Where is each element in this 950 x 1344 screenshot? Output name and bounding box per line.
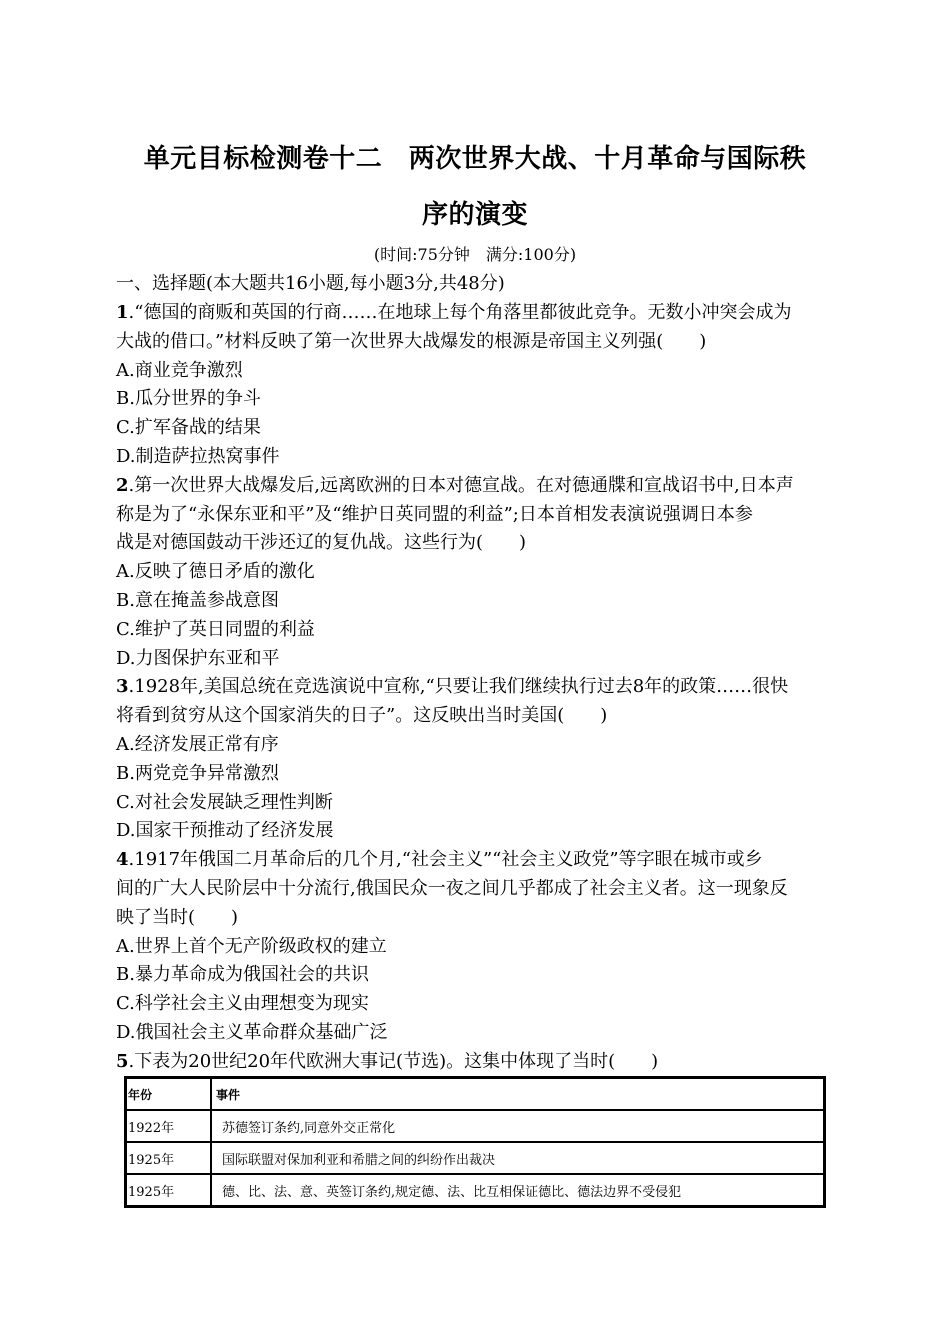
question-1-option-d[interactable]: D.制造萨拉热窝事件 — [116, 446, 280, 467]
section-heading: 一、选择题(本大题共16小题,每小题3分,共48分) — [116, 273, 505, 294]
question-1-option-a[interactable]: A.商业竞争激烈 — [116, 360, 243, 381]
question-3-option-d[interactable]: D.国家干预推动了经济发展 — [116, 820, 334, 841]
table-cell-year: 1925年 — [126, 1174, 212, 1207]
table-row — [126, 1142, 825, 1174]
question-4-stem-line-1: 4.1917年俄国二月革命后的几个月,“社会主义”“社会主义政党”等字眼在城市或乡 — [116, 849, 763, 870]
question-3-option-c[interactable]: C.对社会发展缺乏理性判断 — [116, 792, 333, 813]
question-4-option-c[interactable]: C.科学社会主义由理想变为现实 — [116, 993, 369, 1014]
page-title-line-2: 序的演变 — [421, 200, 528, 230]
question-1-option-c[interactable]: C.扩军备战的结果 — [116, 417, 261, 438]
question-1-stem-line-2: 大战的借口。”材料反映了第一次世界大战爆发的根源是帝国主义列强( ) — [116, 331, 707, 352]
question-2-option-c[interactable]: C.维护了英日同盟的利益 — [116, 619, 315, 640]
question-2-option-a[interactable]: A.反映了德日矛盾的激化 — [116, 561, 315, 582]
question-2-stem-line-3: 战是对德国鼓动干涉还辽的复仇战。这些行为( ) — [116, 532, 527, 553]
table-row — [126, 1174, 825, 1207]
table-cell-event: 德、比、法、意、英签订条约,规定德、法、比互相保证德比、德法边界不受侵犯 — [211, 1174, 825, 1207]
table-cell-event: 苏德签订条约,同意外交正常化 — [211, 1110, 825, 1142]
question-3-option-b[interactable]: B.两党竞争异常激烈 — [116, 763, 279, 784]
question-4-stem-line-3: 映了当时( ) — [116, 907, 239, 928]
question-2-stem-line-1: 2.第一次世界大战爆发后,远离欧洲的日本对德宣战。在对德通牒和宣战诏书中,日本声 — [116, 475, 794, 496]
header-event: 事件 — [211, 1078, 825, 1111]
question-4-stem-line-2: 间的广大人民阶层中十分流行,俄国民众一夜之间几乎都成了社会主义者。这一现象反 — [116, 878, 788, 899]
question-5-stem-line-1: 5.下表为20世纪20年代欧洲大事记(节选)。这集中体现了当时( ) — [116, 1051, 659, 1072]
question-number: 5 — [116, 1051, 129, 1072]
question-number: 4 — [116, 849, 129, 870]
question-1-option-b[interactable]: B.瓜分世界的争斗 — [116, 388, 261, 409]
question-4-option-b[interactable]: B.暴力革命成为俄国社会的共识 — [116, 964, 369, 985]
table-row — [126, 1110, 825, 1142]
question-number: 1 — [116, 302, 129, 323]
question-3-stem-line-1: 3.1928年,美国总统在竞选演说中宣称,“只要让我们继续执行过去8年的政策……很快 — [116, 676, 789, 697]
table-cell-year: 1925年 — [126, 1142, 212, 1174]
question-number: 3 — [116, 676, 129, 697]
question-number: 2 — [116, 475, 129, 496]
page-title-line-1: 单元目标检测卷十二 两次世界大战、十月革命与国际秩 — [143, 144, 807, 174]
events-table — [124, 1076, 826, 1208]
table-cell-year: 1922年 — [126, 1110, 212, 1142]
header-year: 年份 — [126, 1078, 212, 1111]
question-2-option-d[interactable]: D.力图保护东亚和平 — [116, 648, 280, 669]
question-4-option-a[interactable]: A.世界上首个无产阶级政权的建立 — [116, 936, 387, 957]
exam-time-and-score: (时间:75分钟 满分:100分) — [373, 245, 577, 264]
question-3-stem-line-2: 将看到贫穷从这个国家消失的日子”。这反映出当时美国( ) — [116, 705, 608, 726]
question-2-stem-line-2: 称是为了“永保东亚和平”及“维护日英同盟的利益”;日本首相发表演说强调日本参 — [116, 504, 753, 525]
table-cell-event: 国际联盟对保加利亚和希腊之间的纠纷作出裁决 — [211, 1142, 825, 1174]
question-1-stem-line-1: 1.“德国的商贩和英国的行商……在地球上每个角落里都彼此竞争。无数小冲突会成为 — [116, 302, 792, 323]
question-4-option-d[interactable]: D.俄国社会主义革命群众基础广泛 — [116, 1022, 388, 1043]
table-header-row — [126, 1078, 825, 1111]
question-2-option-b[interactable]: B.意在掩盖参战意图 — [116, 590, 279, 611]
question-3-option-a[interactable]: A.经济发展正常有序 — [116, 734, 279, 755]
